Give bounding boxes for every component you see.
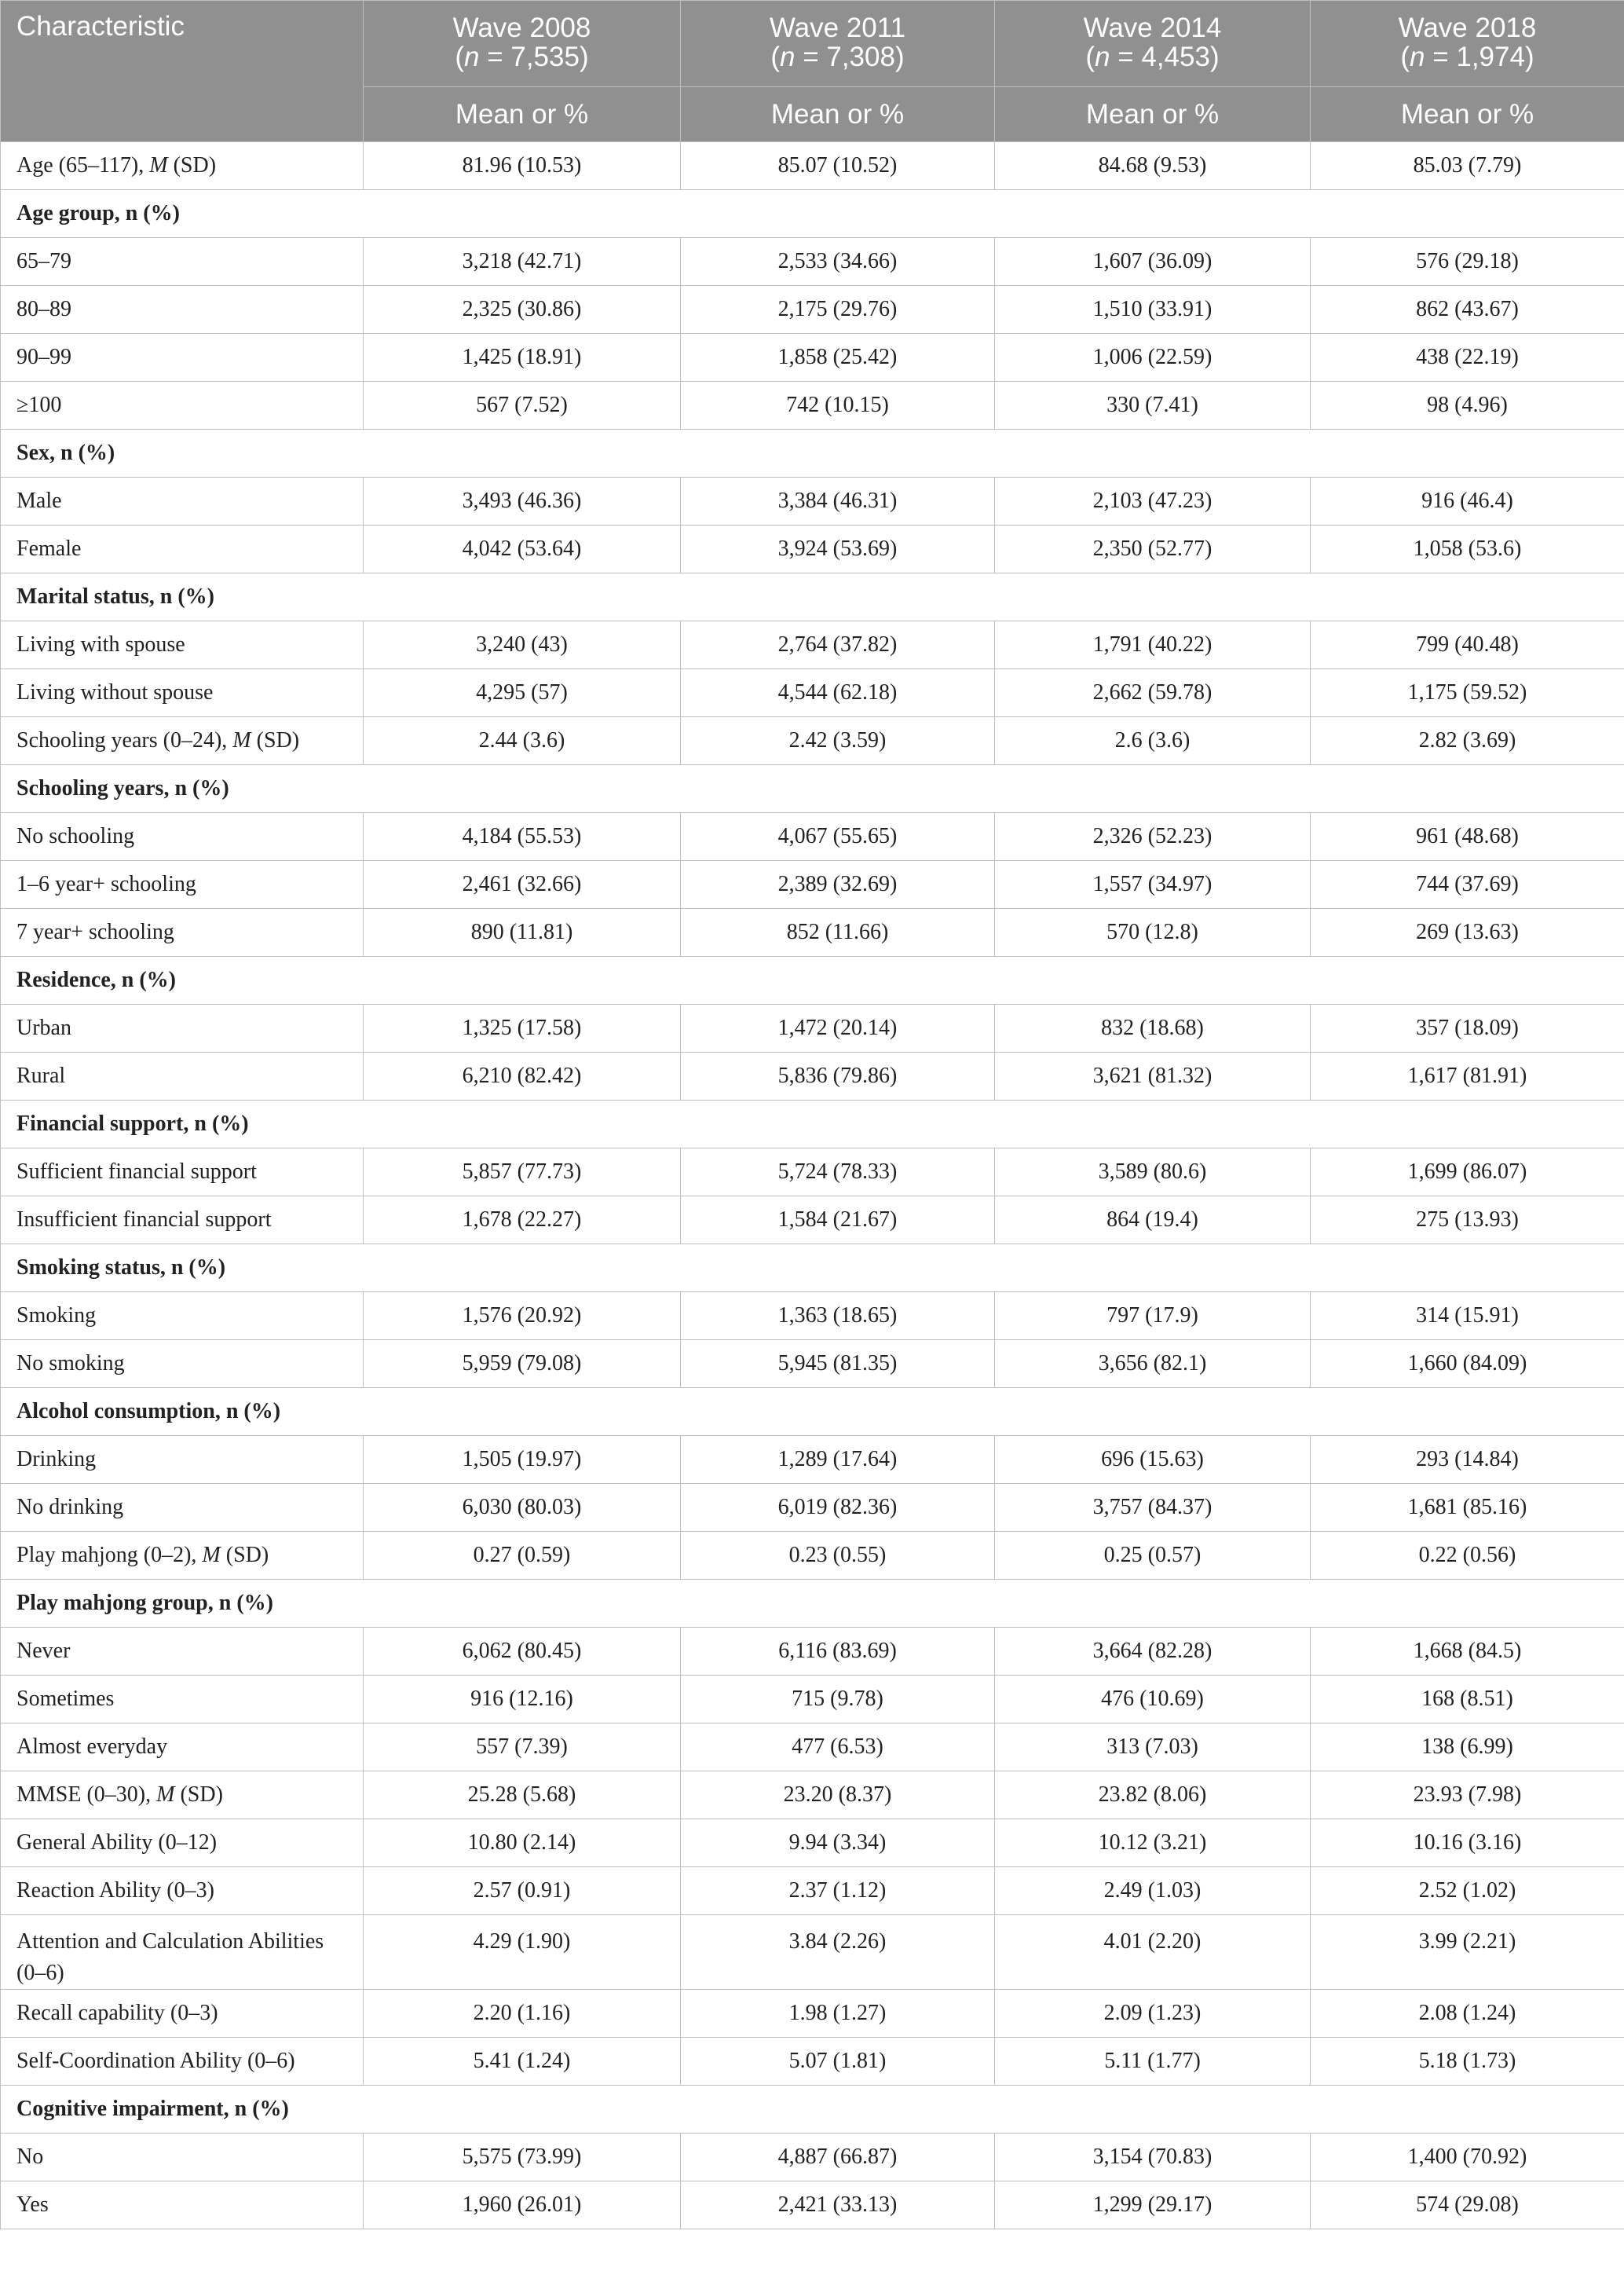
cell-value: 799 (40.48) <box>1311 621 1624 669</box>
cell-value: 3.99 (2.21) <box>1311 1915 1624 1990</box>
row-label: Living without spouse <box>1 669 364 717</box>
section-label: Play mahjong group, n (%) <box>1 1580 1624 1628</box>
table-row <box>1 2181 1624 2229</box>
cell-value: 852 (11.66) <box>681 909 995 957</box>
cell-value: 3,384 (46.31) <box>681 478 995 526</box>
table-body <box>1 142 1624 2229</box>
cell-value: 10.12 (3.21) <box>995 1819 1311 1867</box>
cell-value: 0.22 (0.56) <box>1311 1532 1624 1580</box>
cell-value: 890 (11.81) <box>364 909 681 957</box>
cell-value: 275 (13.93) <box>1311 1196 1624 1244</box>
cell-value: 1,681 (85.16) <box>1311 1484 1624 1532</box>
table-row <box>1 909 1624 957</box>
cell-value: 5.07 (1.81) <box>681 2038 995 2086</box>
cell-value: 862 (43.67) <box>1311 286 1624 334</box>
cell-value: 2.49 (1.03) <box>995 1867 1311 1915</box>
cell-value: 3,664 (82.28) <box>995 1628 1311 1676</box>
table-row <box>1 2134 1624 2181</box>
cell-value: 10.80 (2.14) <box>364 1819 681 1867</box>
cell-value: 6,116 (83.69) <box>681 1628 995 1676</box>
cell-value: 2.52 (1.02) <box>1311 1867 1624 1915</box>
cell-value: 1,175 (59.52) <box>1311 669 1624 717</box>
row-label: Almost everyday <box>1 1723 364 1771</box>
section-row <box>1 190 1624 238</box>
wave-n: (n = 1,974) <box>1400 42 1534 72</box>
row-label: 90–99 <box>1 334 364 382</box>
wave-title: Wave 2018 <box>1398 13 1537 43</box>
row-label: ≥100 <box>1 382 364 430</box>
table-row <box>1 286 1624 334</box>
row-label: Insufficient financial support <box>1 1196 364 1244</box>
wave-title: Wave 2008 <box>452 13 591 43</box>
cell-value: 916 (12.16) <box>364 1676 681 1723</box>
cell-value: 2.44 (3.6) <box>364 717 681 765</box>
cell-value: 269 (13.63) <box>1311 909 1624 957</box>
cell-value: 916 (46.4) <box>1311 478 1624 526</box>
cell-value: 1,699 (86.07) <box>1311 1148 1624 1196</box>
cell-value: 3,924 (53.69) <box>681 526 995 573</box>
cell-value: 314 (15.91) <box>1311 1292 1624 1340</box>
row-label: Attention and Calculation Abilities (0–6) <box>1 1915 364 1990</box>
cell-value: 961 (48.68) <box>1311 813 1624 861</box>
cell-value: 832 (18.68) <box>995 1005 1311 1053</box>
cell-value: 3,493 (46.36) <box>364 478 681 526</box>
cell-value: 23.93 (7.98) <box>1311 1771 1624 1819</box>
cell-value: 6,019 (82.36) <box>681 1484 995 1532</box>
section-row <box>1 573 1624 621</box>
table-row <box>1 1292 1624 1340</box>
wave-header <box>995 1 1311 87</box>
cell-value: 2,533 (34.66) <box>681 238 995 286</box>
section-label: Sex, n (%) <box>1 430 1624 478</box>
cell-value: 567 (7.52) <box>364 382 681 430</box>
cell-value: 4,184 (55.53) <box>364 813 681 861</box>
section-label: Alcohol consumption, n (%) <box>1 1388 1624 1436</box>
cell-value: 2,103 (47.23) <box>995 478 1311 526</box>
cell-value: 1.98 (1.27) <box>681 1990 995 2038</box>
table-row <box>1 1532 1624 1580</box>
cell-value: 438 (22.19) <box>1311 334 1624 382</box>
cell-value: 5,959 (79.08) <box>364 1340 681 1388</box>
cell-value: 6,030 (80.03) <box>364 1484 681 1532</box>
cell-value: 9.94 (3.34) <box>681 1819 995 1867</box>
cell-value: 477 (6.53) <box>681 1723 995 1771</box>
cell-value: 1,006 (22.59) <box>995 334 1311 382</box>
cell-value: 25.28 (5.68) <box>364 1771 681 1819</box>
row-label: Smoking <box>1 1292 364 1340</box>
cell-value: 1,791 (40.22) <box>995 621 1311 669</box>
cell-value: 1,425 (18.91) <box>364 334 681 382</box>
table-row <box>1 1484 1624 1532</box>
cell-value: 4,067 (55.65) <box>681 813 995 861</box>
cell-value: 3,656 (82.1) <box>995 1340 1311 1388</box>
section-label: Cognitive impairment, n (%) <box>1 2086 1624 2134</box>
cell-value: 1,400 (70.92) <box>1311 2134 1624 2181</box>
cell-value: 1,557 (34.97) <box>995 861 1311 909</box>
table-row <box>1 1628 1624 1676</box>
cell-value: 330 (7.41) <box>995 382 1311 430</box>
section-row <box>1 1244 1624 1292</box>
row-label: No drinking <box>1 1484 364 1532</box>
table-row <box>1 142 1624 190</box>
section-label: Smoking status, n (%) <box>1 1244 1624 1292</box>
section-row <box>1 957 1624 1005</box>
row-label: No smoking <box>1 1340 364 1388</box>
cell-value: 1,960 (26.01) <box>364 2181 681 2229</box>
row-label: Reaction Ability (0–3) <box>1 1867 364 1915</box>
cell-value: 2.42 (3.59) <box>681 717 995 765</box>
cell-value: 3,154 (70.83) <box>995 2134 1311 2181</box>
cell-value: 138 (6.99) <box>1311 1723 1624 1771</box>
cell-value: 2.20 (1.16) <box>364 1990 681 2038</box>
row-label: Sometimes <box>1 1676 364 1723</box>
row-label: No <box>1 2134 364 2181</box>
cell-value: 3,757 (84.37) <box>995 1484 1311 1532</box>
cell-value: 3.84 (2.26) <box>681 1915 995 1990</box>
row-label: Female <box>1 526 364 573</box>
cell-value: 5,945 (81.35) <box>681 1340 995 1388</box>
cell-value: 4,544 (62.18) <box>681 669 995 717</box>
table-row <box>1 478 1624 526</box>
cell-value: 5,575 (73.99) <box>364 2134 681 2181</box>
table-row <box>1 1990 1624 2038</box>
table-row <box>1 1819 1624 1867</box>
cell-value: 2.08 (1.24) <box>1311 1990 1624 2038</box>
cell-value: 84.68 (9.53) <box>995 142 1311 190</box>
table-row <box>1 813 1624 861</box>
cell-value: 0.25 (0.57) <box>995 1532 1311 1580</box>
cell-value: 1,584 (21.67) <box>681 1196 995 1244</box>
table-row <box>1 526 1624 573</box>
cell-value: 5,857 (77.73) <box>364 1148 681 1196</box>
cell-value: 4,295 (57) <box>364 669 681 717</box>
cell-value: 2.6 (3.6) <box>995 717 1311 765</box>
cell-value: 1,668 (84.5) <box>1311 1628 1624 1676</box>
mean-or-percent-header: Mean or % <box>1311 87 1624 142</box>
cell-value: 570 (12.8) <box>995 909 1311 957</box>
mean-or-percent-header: Mean or % <box>995 87 1311 142</box>
section-row <box>1 765 1624 813</box>
cell-value: 1,325 (17.58) <box>364 1005 681 1053</box>
cell-value: 797 (17.9) <box>995 1292 1311 1340</box>
table-row <box>1 334 1624 382</box>
mean-or-percent-header: Mean or % <box>681 87 995 142</box>
table-row <box>1 1915 1624 1990</box>
row-label: Schooling years (0–24), M (SD) <box>1 717 364 765</box>
wave-title: Wave 2011 <box>769 13 906 43</box>
cell-value: 1,660 (84.09) <box>1311 1340 1624 1388</box>
row-label: 80–89 <box>1 286 364 334</box>
cell-value: 5,724 (78.33) <box>681 1148 995 1196</box>
row-label: 65–79 <box>1 238 364 286</box>
table-row <box>1 1723 1624 1771</box>
table-row <box>1 861 1624 909</box>
cell-value: 1,858 (25.42) <box>681 334 995 382</box>
table-row <box>1 669 1624 717</box>
cell-value: 696 (15.63) <box>995 1436 1311 1484</box>
row-label: Urban <box>1 1005 364 1053</box>
cell-value: 2.09 (1.23) <box>995 1990 1311 2038</box>
cell-value: 98 (4.96) <box>1311 382 1624 430</box>
row-label: Recall capability (0–3) <box>1 1990 364 2038</box>
table-row <box>1 1196 1624 1244</box>
table-row <box>1 382 1624 430</box>
table-row <box>1 2038 1624 2086</box>
wave-header <box>1311 1 1624 87</box>
table-row <box>1 717 1624 765</box>
wave-header <box>681 1 995 87</box>
cell-value: 168 (8.51) <box>1311 1676 1624 1723</box>
cell-value: 476 (10.69) <box>995 1676 1311 1723</box>
cell-value: 1,058 (53.6) <box>1311 526 1624 573</box>
cell-value: 715 (9.78) <box>681 1676 995 1723</box>
section-label: Schooling years, n (%) <box>1 765 1624 813</box>
row-label: Male <box>1 478 364 526</box>
section-label: Marital status, n (%) <box>1 573 1624 621</box>
wave-n: (n = 7,535) <box>455 42 589 72</box>
cell-value: 1,678 (22.27) <box>364 1196 681 1244</box>
cell-value: 4,887 (66.87) <box>681 2134 995 2181</box>
cell-value: 2,389 (32.69) <box>681 861 995 909</box>
cell-value: 313 (7.03) <box>995 1723 1311 1771</box>
cell-value: 0.27 (0.59) <box>364 1532 681 1580</box>
cell-value: 1,472 (20.14) <box>681 1005 995 1053</box>
cell-value: 744 (37.69) <box>1311 861 1624 909</box>
row-label: MMSE (0–30), M (SD) <box>1 1771 364 1819</box>
row-label: 7 year+ schooling <box>1 909 364 957</box>
cell-value: 1,299 (29.17) <box>995 2181 1311 2229</box>
cell-value: 2,662 (59.78) <box>995 669 1311 717</box>
cell-value: 5,836 (79.86) <box>681 1053 995 1101</box>
cell-value: 1,289 (17.64) <box>681 1436 995 1484</box>
wave-title: Wave 2014 <box>1083 13 1222 43</box>
cell-value: 2,764 (37.82) <box>681 621 995 669</box>
cell-value: 2,326 (52.23) <box>995 813 1311 861</box>
row-label: No schooling <box>1 813 364 861</box>
cell-value: 5.11 (1.77) <box>995 2038 1311 2086</box>
cell-value: 357 (18.09) <box>1311 1005 1624 1053</box>
row-label: 1–6 year+ schooling <box>1 861 364 909</box>
row-label: Self-Coordination Ability (0–6) <box>1 2038 364 2086</box>
cell-value: 2.37 (1.12) <box>681 1867 995 1915</box>
section-label: Financial support, n (%) <box>1 1101 1624 1148</box>
mean-or-percent-header: Mean or % <box>364 87 681 142</box>
cell-value: 3,589 (80.6) <box>995 1148 1311 1196</box>
table-row <box>1 1148 1624 1196</box>
cell-value: 4,042 (53.64) <box>364 526 681 573</box>
cell-value: 742 (10.15) <box>681 382 995 430</box>
cell-value: 85.03 (7.79) <box>1311 142 1624 190</box>
cell-value: 1,505 (19.97) <box>364 1436 681 1484</box>
cell-value: 23.82 (8.06) <box>995 1771 1311 1819</box>
section-row <box>1 1388 1624 1436</box>
row-label: Drinking <box>1 1436 364 1484</box>
cell-value: 2,421 (33.13) <box>681 2181 995 2229</box>
cell-value: 1,510 (33.91) <box>995 286 1311 334</box>
wave-n: (n = 4,453) <box>1085 42 1220 72</box>
cell-value: 864 (19.4) <box>995 1196 1311 1244</box>
cell-value: 6,210 (82.42) <box>364 1053 681 1101</box>
cell-value: 2,350 (52.77) <box>995 526 1311 573</box>
cell-value: 0.23 (0.55) <box>681 1532 995 1580</box>
cell-value: 1,607 (36.09) <box>995 238 1311 286</box>
row-label: Never <box>1 1628 364 1676</box>
table-row <box>1 1867 1624 1915</box>
table-header <box>1 1 1624 142</box>
wave-header <box>364 1 681 87</box>
table-row <box>1 1340 1624 1388</box>
section-label: Age group, n (%) <box>1 190 1624 238</box>
characteristic-header: Characteristic <box>1 1 364 142</box>
table-row <box>1 1771 1624 1819</box>
cell-value: 3,240 (43) <box>364 621 681 669</box>
cell-value: 2,325 (30.86) <box>364 286 681 334</box>
row-label: Living with spouse <box>1 621 364 669</box>
cell-value: 2.57 (0.91) <box>364 1867 681 1915</box>
cell-value: 85.07 (10.52) <box>681 142 995 190</box>
cell-value: 4.29 (1.90) <box>364 1915 681 1990</box>
section-label: Residence, n (%) <box>1 957 1624 1005</box>
cell-value: 3,218 (42.71) <box>364 238 681 286</box>
section-row <box>1 1580 1624 1628</box>
cell-value: 2.82 (3.69) <box>1311 717 1624 765</box>
row-label: Rural <box>1 1053 364 1101</box>
cell-value: 81.96 (10.53) <box>364 142 681 190</box>
cell-value: 23.20 (8.37) <box>681 1771 995 1819</box>
cell-value: 293 (14.84) <box>1311 1436 1624 1484</box>
row-label: Play mahjong (0–2), M (SD) <box>1 1532 364 1580</box>
row-label: Yes <box>1 2181 364 2229</box>
row-label: General Ability (0–12) <box>1 1819 364 1867</box>
table-row <box>1 1436 1624 1484</box>
section-row <box>1 1101 1624 1148</box>
cell-value: 4.01 (2.20) <box>995 1915 1311 1990</box>
row-label: Sufficient financial support <box>1 1148 364 1196</box>
wave-n: (n = 7,308) <box>770 42 905 72</box>
table-row <box>1 238 1624 286</box>
cell-value: 3,621 (81.32) <box>995 1053 1311 1101</box>
table-row <box>1 1053 1624 1101</box>
cell-value: 574 (29.08) <box>1311 2181 1624 2229</box>
table-row <box>1 621 1624 669</box>
cell-value: 6,062 (80.45) <box>364 1628 681 1676</box>
cell-value: 576 (29.18) <box>1311 238 1624 286</box>
section-row <box>1 2086 1624 2134</box>
cell-value: 5.18 (1.73) <box>1311 2038 1624 2086</box>
cell-value: 2,175 (29.76) <box>681 286 995 334</box>
cell-value: 5.41 (1.24) <box>364 2038 681 2086</box>
table-row <box>1 1005 1624 1053</box>
cell-value: 1,576 (20.92) <box>364 1292 681 1340</box>
section-row <box>1 430 1624 478</box>
row-label: Age (65–117), M (SD) <box>1 142 364 190</box>
cell-value: 10.16 (3.16) <box>1311 1819 1624 1867</box>
cell-value: 1,363 (18.65) <box>681 1292 995 1340</box>
cell-value: 557 (7.39) <box>364 1723 681 1771</box>
cell-value: 1,617 (81.91) <box>1311 1053 1624 1101</box>
cell-value: 2,461 (32.66) <box>364 861 681 909</box>
table-row <box>1 1676 1624 1723</box>
